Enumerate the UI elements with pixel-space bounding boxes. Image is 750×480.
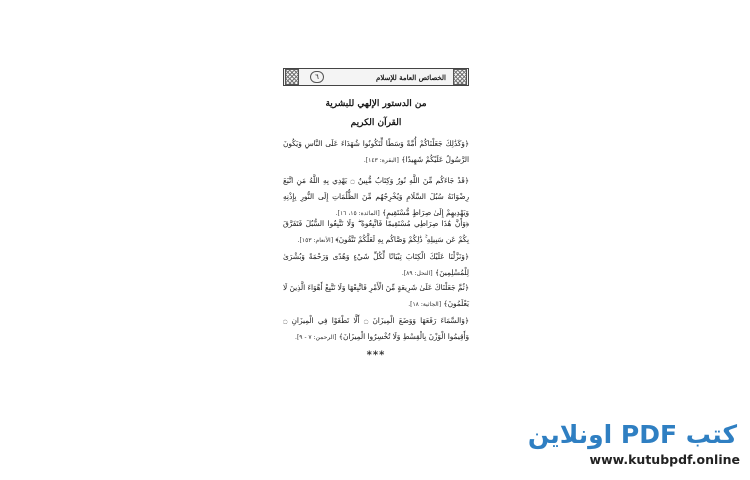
header-inner — [300, 71, 452, 83]
page-header — [283, 68, 469, 86]
verse-text: ﴿وَالسَّمَاءَ رَفَعَهَا وَوَضَعَ الْمِيزَانَ ۝ أَلَّا تَطْغَوْا فِي الْمِيزَانِ ۝ وَأَقِيمُوا الْوَزْنَ بِالْقِسْطِ وَلَا تُخْسِرُوا الْمِيزَانَ﴾ — [283, 316, 469, 341]
verse-citation: [المائدة: ١٥، ١٦]. — [335, 210, 380, 217]
verse-5 — [283, 280, 469, 313]
verse-text: ﴿وَنَزَّلْنَا عَلَيْكَ الْكِتَابَ تِبْيَانًا لِّكُلِّ شَيْءٍ وَهُدًى وَرَحْمَةً وَبُشْرَىٰ لِلْمُسْلِمِينَ﴾ — [283, 252, 469, 277]
verse-6 — [283, 313, 469, 346]
section-separator: *** — [366, 350, 386, 361]
verse-citation: [النحل: ٨٩]. — [401, 270, 433, 277]
verse-text: ﴿وَكَذَٰلِكَ جَعَلْنَاكُمْ أُمَّةً وَسَطًا لِّتَكُونُوا شُهَدَاءَ عَلَى النَّاسِ وَيَكُونَ الرَّسُولُ عَلَيْكُمْ شَهِيدًا﴾ — [283, 139, 469, 164]
verse-4 — [283, 249, 469, 282]
ornament-left-icon — [285, 69, 299, 85]
section-heading: من الدستور الإلهي للبشرية — [325, 99, 427, 109]
section-subheading: القرآن الكريم — [350, 118, 402, 128]
verse-text: ﴿وَأَنَّ هَٰذَا صِرَاطِي مُسْتَقِيمًا فَاتَّبِعُوهُ ۖ وَلَا تَتَّبِعُوا السُّبُلَ فَتَفَرَّقَ بِكُمْ عَن سَبِيلِهِ ۚ ذَٰلِكُمْ وَصَّاكُم بِهِ لَعَلَّكُمْ تَتَّقُونَ﴾ — [283, 219, 469, 244]
verse-1 — [283, 136, 469, 169]
verse-citation: [الأنعام: ١٥٣]. — [297, 237, 334, 244]
verse-2 — [283, 173, 469, 222]
page-number: ٦ — [310, 71, 324, 83]
watermark-title: كتب PDF اونلاين — [527, 420, 737, 449]
verse-citation: [البقرة: ١٤٣]. — [363, 157, 399, 164]
verse-citation: [الرحمن: ٧ - ٩]. — [295, 334, 337, 341]
watermark-url: www.kutubpdf.online — [589, 452, 740, 467]
verse-citation: [الجاثية: ١٨]. — [408, 301, 442, 308]
verse-text: ﴿ثُمَّ جَعَلْنَاكَ عَلَىٰ شَرِيعَةٍ مِّنَ الْأَمْرِ فَاتَّبِعْهَا وَلَا تَتَّبِعْ أَهْوَاءَ الَّذِينَ لَا يَعْلَمُونَ﴾ — [283, 283, 469, 308]
verse-3 — [283, 216, 469, 249]
header-title: الخصائص العامة للإسلام — [376, 72, 446, 82]
verse-text: ﴿قَدْ جَاءَكُم مِّنَ اللَّهِ نُورٌ وَكِتَابٌ مُّبِينٌ ۝ يَهْدِي بِهِ اللَّهُ مَنِ اتَّبَعَ رِضْوَانَهُ سُبُلَ السَّلَامِ وَيُخْرِجُهُم مِّنَ الظُّلُمَاتِ إِلَى النُّورِ بِإِذْنِهِ وَيَهْدِيهِمْ إِلَىٰ صِرَاطٍ مُّسْتَقِيمٍ﴾ — [283, 176, 469, 217]
ornament-right-icon — [453, 69, 467, 85]
